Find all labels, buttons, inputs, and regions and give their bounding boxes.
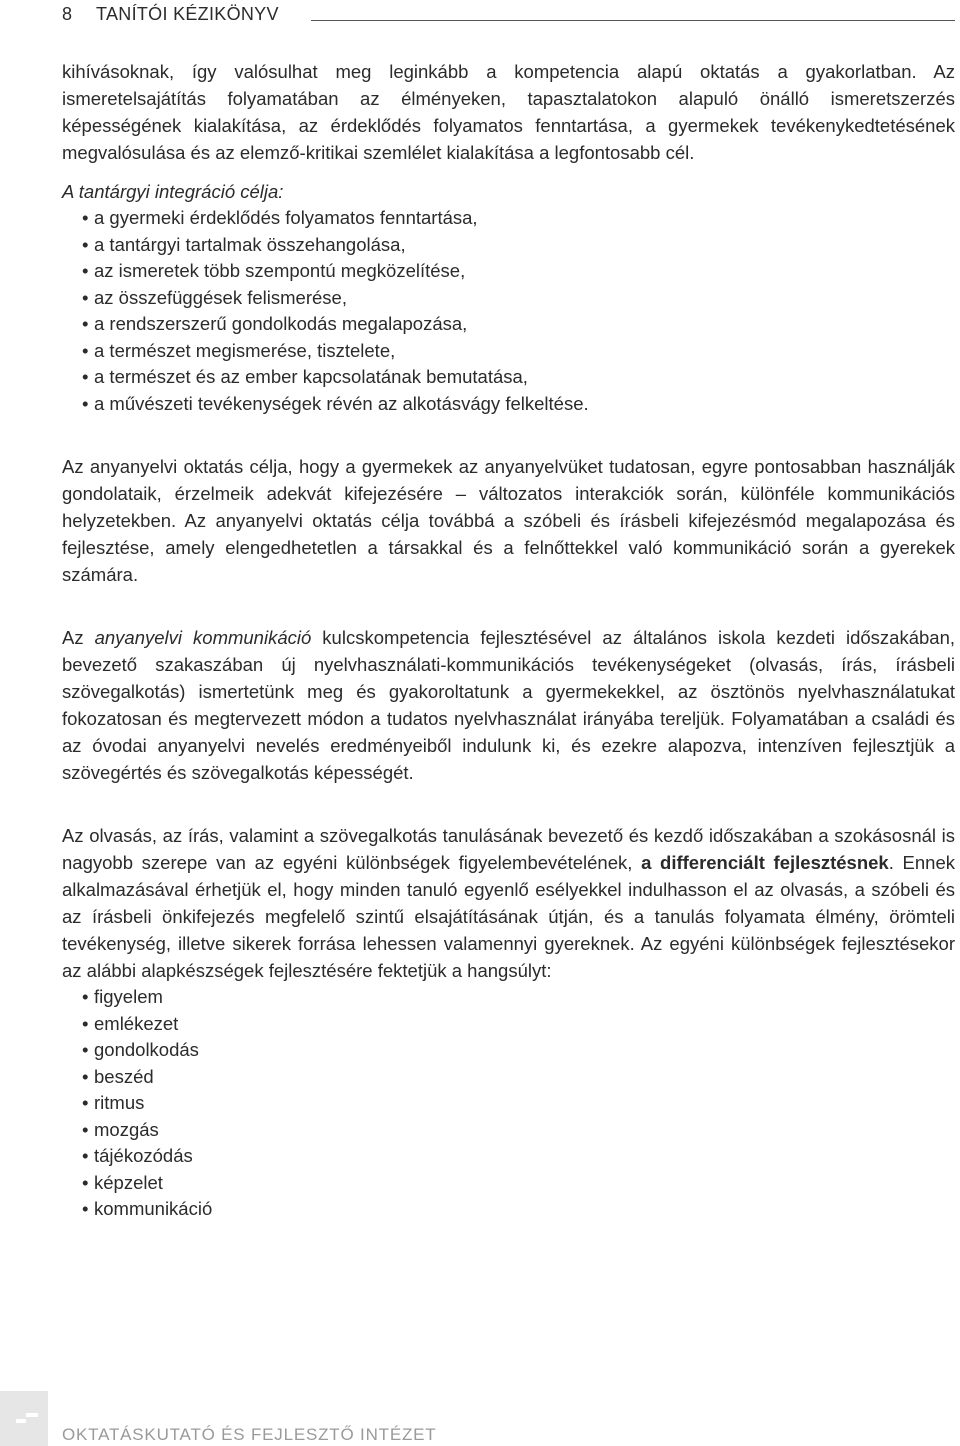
mother-tongue-paragraph: Az anyanyelvi oktatás célja, hogy a gyermekek az anyanyelvüket tudatosan, egyre pontosabban használják gondolataik, érzelmeik adekvát kifejezésére – változatos interakciók során, különféle kommunikációs helyzetekben. Az anyanyelvi oktatás célja továbbá a szóbeli és írásbeli kifejezésmód megalapozása és fejlesztése, amely elengedhetetlen a társakkal és a felnőttekkel való kommunikáció során a gyerekek számára.	[62, 456, 955, 585]
list-item-text: figyelem	[94, 986, 163, 1007]
list-item-text: a gyermeki érdeklődés folyamatos fenntartása,	[94, 207, 478, 228]
skills-list	[62, 984, 955, 1223]
list-item-text: a természet és az ember kapcsolatának bemutatása,	[94, 366, 528, 387]
bullet-icon: •	[82, 286, 89, 308]
list-item-text: az ismeretek több szempontú megközelítése,	[94, 260, 466, 281]
list-item	[62, 311, 955, 338]
list-item-text: képzelet	[94, 1171, 163, 1193]
bullet-icon: •	[82, 260, 89, 281]
list-item-text: ritmus	[94, 1092, 145, 1113]
bullet-icon: •	[82, 1065, 89, 1087]
list-item	[62, 1117, 955, 1144]
integration-heading: A tantárgyi integráció célja:	[62, 181, 284, 202]
differentiation-strong: a differenciált fejlesztésnek	[641, 852, 889, 873]
differentiation-text-start: Az olvasás, az írás, valamint a szövegalkotás tanulásának bevezető és kezdő időszakában a szokásosnál is nagyobb szerepe van az egyéni különbségek figyelembevételének,	[62, 825, 955, 873]
list-item-text: a művészeti tevékenységek révén az alkotásvágy felkeltése.	[94, 392, 589, 414]
list-item	[62, 391, 955, 418]
bullet-icon: •	[82, 1012, 89, 1034]
list-item	[62, 1143, 955, 1170]
bullet-icon: •	[82, 207, 89, 228]
list-item-text: tájékozódás	[94, 1145, 193, 1166]
page-footer	[0, 1391, 960, 1446]
list-item	[62, 338, 955, 365]
bullet-icon: •	[82, 366, 89, 387]
list-item-text: az összefüggések felismerése,	[94, 286, 347, 308]
header-rule	[311, 20, 955, 21]
list-item-text: a rendszerszerű gondolkodás megalapozása,	[94, 313, 468, 334]
footer-institute-name: OKTATÁSKUTATÓ ÉS FEJLESZTŐ INTÉZET	[62, 1425, 437, 1444]
bullet-icon: •	[82, 1198, 89, 1219]
list-item-text: beszéd	[94, 1065, 154, 1087]
list-item-text: mozgás	[94, 1118, 159, 1140]
page-body	[62, 58, 955, 1223]
list-item	[62, 258, 955, 285]
list-item	[62, 1037, 955, 1064]
list-item	[62, 1196, 955, 1223]
institute-logo-icon	[0, 1391, 48, 1446]
bullet-icon: •	[82, 986, 89, 1007]
list-item	[62, 232, 955, 259]
list-item	[62, 285, 955, 312]
list-item-text: a tantárgyi tartalmak összehangolása,	[94, 233, 406, 255]
list-item-text: a természet megismerése, tisztelete,	[94, 339, 396, 361]
running-title: TANÍTÓI KÉZIKÖNYV	[96, 3, 279, 24]
bullet-icon: •	[82, 1092, 89, 1113]
bullet-icon: •	[82, 1118, 89, 1140]
list-item-text: kommunikáció	[94, 1198, 213, 1219]
bullet-icon: •	[82, 233, 89, 255]
page-number: 8	[62, 3, 73, 24]
list-item	[62, 364, 955, 391]
integration-goals-list	[62, 205, 955, 417]
list-item	[62, 1090, 955, 1117]
communication-text-end: kulcskompetencia fejlesztésével az általános iskola kezdeti időszakában, bevezető szakaszában új nyelvhasználati-kommunikációs tevékenységeket (olvasás, írás, írásbeli szövegalkotás) ismertetünk meg és gyakoroltatunk a gyermekekkel, az ösztönös nyelvhasználatukat fokozatosan és megtervezett módon a tudatos nyelvhasználat irányába tereljük. Folyamatában a családi és az óvodai anyanyelvi nevelés eredményeiből indulunk ki, és ezekre alapozva, intenzíven fejlesztjük a szövegértés és szövegalkotás képességét.	[62, 627, 955, 783]
list-item	[62, 1170, 955, 1197]
bullet-icon: •	[82, 339, 89, 361]
bullet-icon: •	[82, 313, 89, 334]
bullet-icon: •	[82, 1039, 89, 1060]
differentiation-paragraph	[62, 822, 955, 984]
intro-paragraph: kihívásoknak, így valósulhat meg leginkább a kompetencia alapú oktatás a gyakorlatban. Az ismeretelsajátítás folyamatában az élményeken, tapasztalatokon alapuló önálló ismeretszerzés képességének kialakítása, az érdeklődés folyamatos fenntartása, a gyermekek tevékenykedtetésének megvalósulása és az elemző-kritikai szemlélet kialakítása a legfontosabb cél.	[62, 61, 955, 163]
list-item	[62, 984, 955, 1011]
communication-paragraph	[62, 624, 955, 786]
communication-emphasis: anyanyelvi kommunikáció	[94, 627, 312, 648]
communication-text-start: Az	[62, 627, 95, 648]
list-item	[62, 1011, 955, 1038]
bullet-icon: •	[82, 392, 89, 414]
list-item-text: gondolkodás	[94, 1039, 199, 1060]
page-header	[62, 2, 955, 26]
list-item	[62, 1064, 955, 1091]
bullet-icon: •	[82, 1171, 89, 1193]
list-item-text: emlékezet	[94, 1012, 179, 1034]
bullet-icon: •	[82, 1145, 89, 1166]
differentiation-text-end: . Ennek alkalmazásával érhetjük el, hogy minden tanuló egyenlő esélyekkel indulhasson el az olvasás, a szóbeli és az írásbeli önkifejezés megfelelő szintű elsajátításának útján, és a tanulás folyamata élmény, örömteli tevékenység, illetve sikerek forrása lehessen valamennyi gyereknek. Az egyéni különbségek fejlesztésekor az alábbi alapkészségek fejlesztésére fektetjük a hangsúlyt:	[62, 852, 955, 981]
list-item	[62, 205, 955, 232]
